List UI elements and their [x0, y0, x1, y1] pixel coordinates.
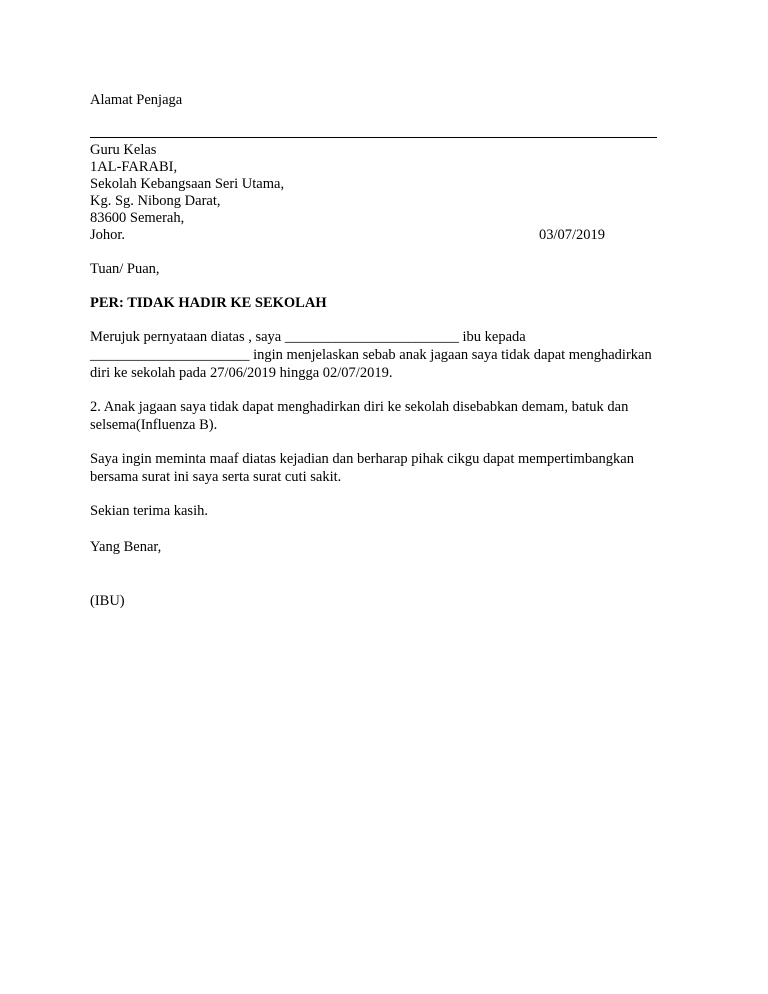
- address-underline: [90, 137, 657, 138]
- recipient-line-6: Johor.: [90, 227, 126, 243]
- paragraph-1-line-2: ______________________ ingin menjelaskan sebab anak jagaan saya tidak dapat menghadirkan: [90, 347, 652, 363]
- recipient-line-3: Sekolah Kebangsaan Seri Utama,: [90, 176, 285, 192]
- closing-sign-off: Yang Benar,: [90, 539, 162, 555]
- paragraph-1-line-1: Merujuk pernyataan diatas , saya ________________________ ibu kepada: [90, 329, 526, 345]
- recipient-line-5: 83600 Semerah,: [90, 210, 185, 226]
- letter-date: 03/07/2019: [539, 227, 606, 243]
- closing-thanks: Sekian terima kasih.: [90, 503, 208, 519]
- subject-heading: PER: TIDAK HADIR KE SEKOLAH: [90, 295, 327, 311]
- recipient-line-4: Kg. Sg. Nibong Darat,: [90, 193, 221, 209]
- paragraph-2-line-1: 2. Anak jagaan saya tidak dapat menghadirkan diri ke sekolah disebabkan demam, batuk dan: [90, 399, 629, 415]
- paragraph-3-line-1: Saya ingin meminta maaf diatas kejadian dan berharap pihak cikgu dapat mempertimbangkan: [90, 451, 634, 467]
- sender-address-label: Alamat Penjaga: [90, 92, 183, 108]
- recipient-line-2: 1AL-FARABI,: [90, 159, 178, 175]
- signature-name: (IBU): [90, 593, 125, 609]
- recipient-line-1: Guru Kelas: [90, 142, 157, 158]
- salutation: Tuan/ Puan,: [90, 261, 160, 277]
- paragraph-1-line-3: diri ke sekolah pada 27/06/2019 hingga 02/07/2019.: [90, 365, 393, 381]
- paragraph-3-line-2: bersama surat ini saya serta surat cuti sakit.: [90, 469, 342, 485]
- paragraph-2-line-2: selsema(Influenza B).: [90, 417, 218, 433]
